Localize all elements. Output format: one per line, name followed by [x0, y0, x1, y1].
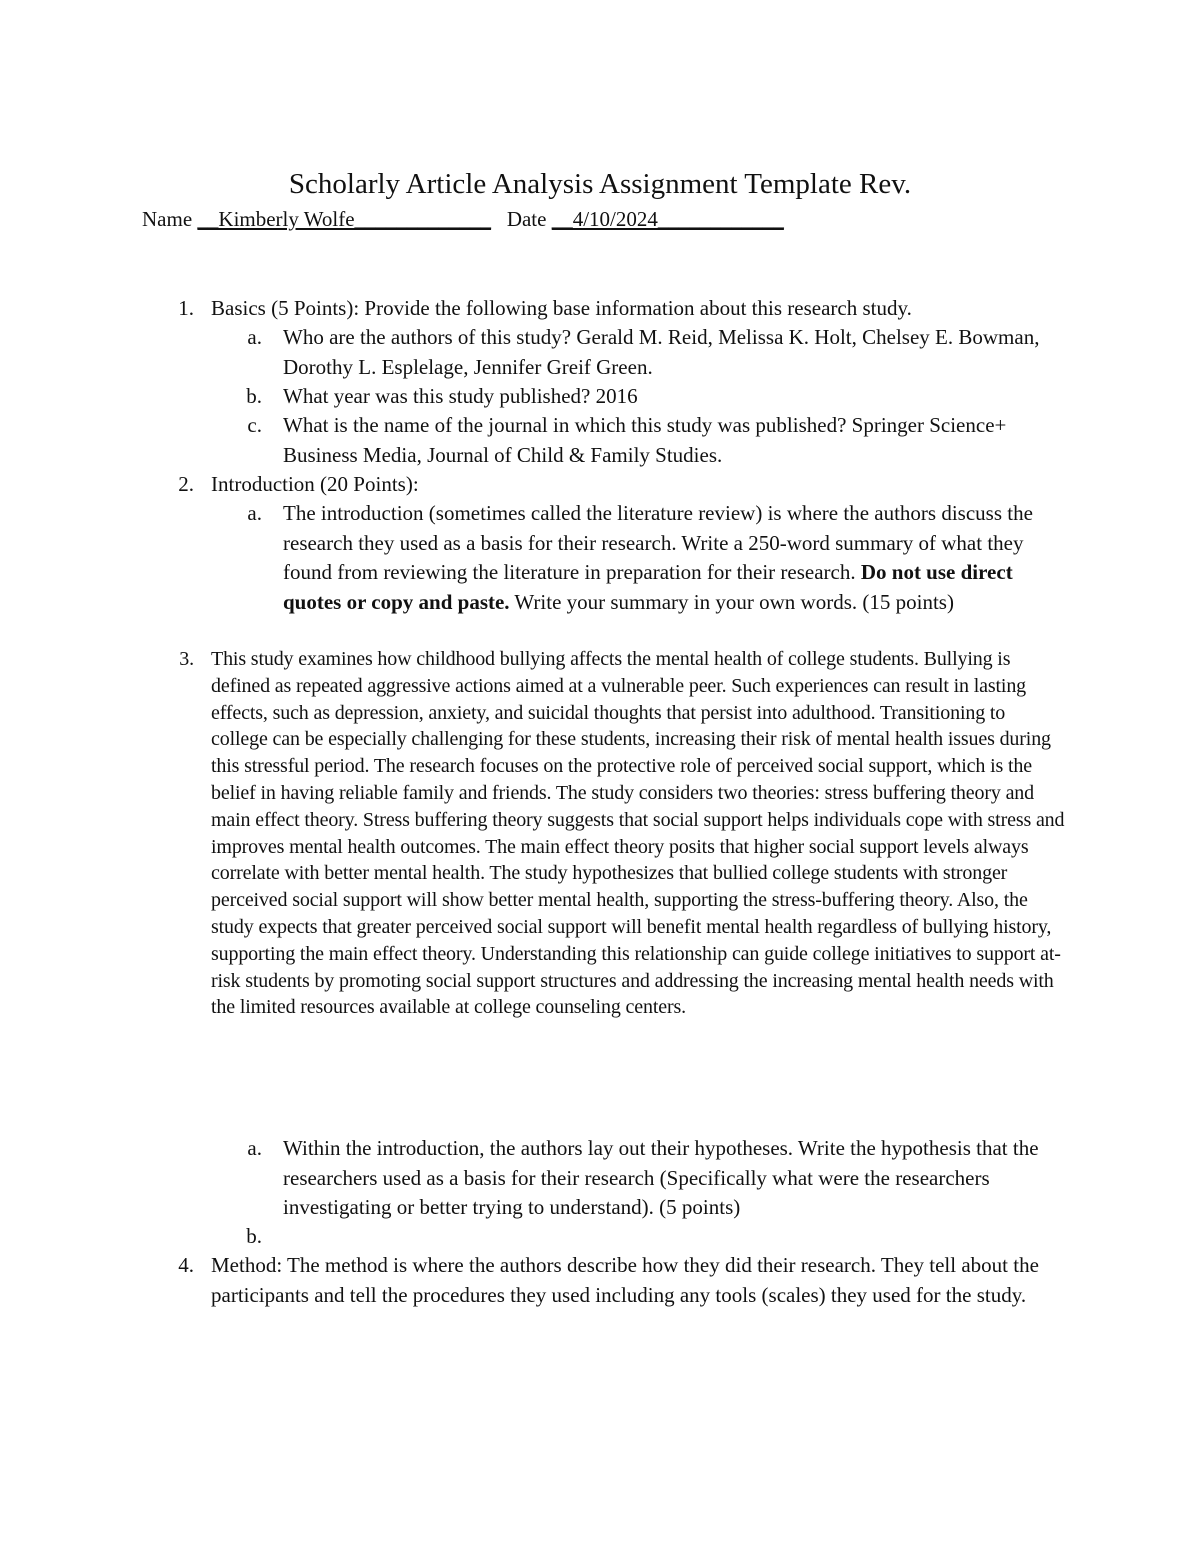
list-number: 2.	[178, 472, 194, 496]
date-value: __4/10/2024____________	[551, 207, 784, 231]
date-label: Date	[506, 207, 552, 231]
list-number: 4.	[178, 1253, 194, 1277]
bold-instruction: Do not use direct quotes or copy and paste.	[283, 560, 1013, 614]
list-letter: b.	[246, 384, 262, 408]
list-item-text: Basics (5 Points): Provide the following base information about this research study.	[211, 296, 912, 320]
name-value: __Kimberly Wolfe_____________	[197, 207, 492, 231]
list-item-text: What year was this study published? 2016	[283, 384, 638, 408]
list-item-text: Introduction (20 Points):	[211, 472, 419, 496]
list-item-text: The introduction (sometimes called the literature review) is where the authors discuss the research they used as a basis for their research. Write a 250-word summary of what they found from reviewing the literature in preparation for their research. Do not use direct quotes or copy and paste. Write your summary in your own words. (15 points)	[283, 501, 1033, 614]
list-letter: c.	[247, 413, 262, 437]
list-item-text: What is the name of the journal in which this study was published? Springer Science+ Business Media, Journal of Child & Family Studies.	[283, 413, 1007, 467]
summary-paragraph: This study examines how childhood bullying affects the mental health of college students. Bullying is defined as repeated aggressive actions aimed at a vulnerable peer. Such experiences can result in lasting effects, such as depression, anxiety, and suicidal thoughts that persist into adulthood. Transitioning to college can be especially challenging for these students, increasing their risk of mental health issues during this stressful period. The research focuses on the protective role of perceived social support, which is the belief in having reliable family and friends. The study considers two theories: stress buffering theory and main effect theory. Stress buffering theory suggests that social support helps individuals cope with stress and improves mental health outcomes. The main effect theory posits that higher social support levels always correlate with better mental health. The study hypothesizes that bullied college students with stronger perceived social support will show better mental health, supporting the stress-buffering theory. Also, the study expects that greater perceived social support will benefit mental health regardless of bullying history, supporting the main effect theory. Understanding this relationship can guide college initiatives to support at-risk students by promoting social support structures and addressing the increasing mental health needs with the limited resources available at college counseling centers.	[211, 648, 1065, 1019]
list-item-text: Method: The method is where the authors describe how they did their research. They tell about the participants and tell the procedures they used including any tools (scales) they used for the study.	[211, 1253, 1039, 1307]
list-number: 1.	[178, 296, 194, 320]
list-number: 3.	[179, 648, 194, 670]
document-title: Scholarly Article Analysis Assignment Template Rev.	[288, 168, 912, 200]
list-letter: a.	[247, 1136, 262, 1160]
list-letter: a.	[247, 325, 262, 349]
name-date-line	[142, 205, 784, 233]
list-item-text: Who are the authors of this study? Gerald M. Reid, Melissa K. Holt, Chelsey E. Bowman, Dorothy L. Esplelage, Jennifer Greif Green.	[283, 325, 1040, 379]
list-item-text: Within the introduction, the authors lay out their hypotheses. Write the hypothesis that the researchers used as a basis for their research (Specifically what were the researchers investigating or better trying to understand). (5 points)	[283, 1136, 1039, 1219]
list-letter: a.	[247, 501, 262, 525]
name-label: Name	[142, 207, 198, 231]
list-letter: b.	[246, 1224, 262, 1248]
